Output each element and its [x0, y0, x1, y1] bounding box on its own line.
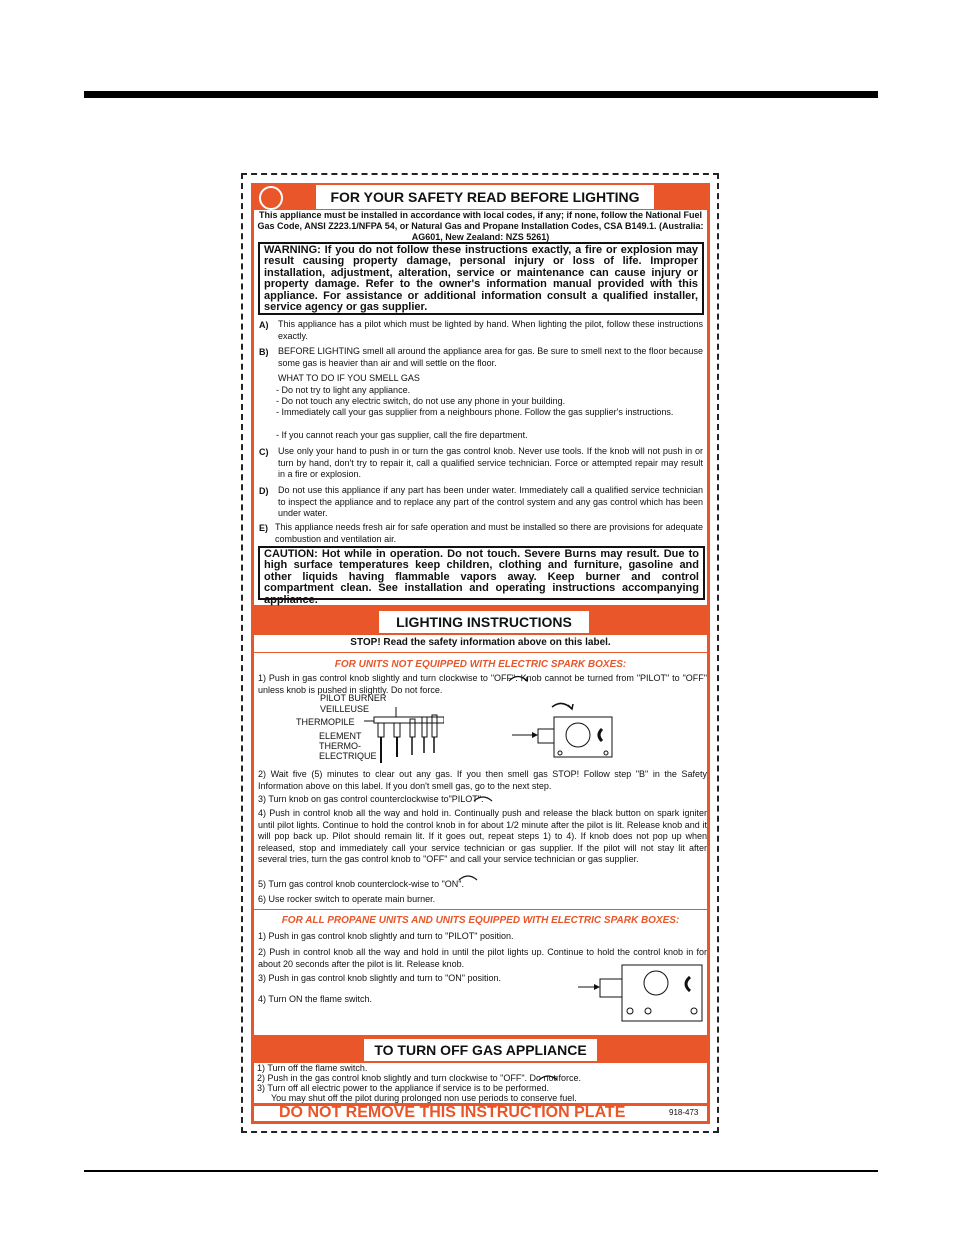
- turnoff-panel: [254, 1063, 707, 1103]
- gas-control-valve-diagram: [510, 695, 620, 765]
- label-pilot-burner: PILOT BURNER: [320, 693, 387, 703]
- step-b4: 4) Turn ON the flame switch.: [258, 994, 373, 1004]
- smell-item: - Immediately call your gas supplier from a neighbours phone. Follow the gas supplier's instructions.: [276, 407, 674, 417]
- do-not-remove-notice: DO NOT REMOVE THIS INSTRUCTION PLATE: [279, 1104, 626, 1121]
- step-2: 2) Wait five (5) minutes to clear out any gas. If you then smell gas STOP! Follow step "B" in the Safety Information above on this label. If you don't smell gas, go to the next step.: [258, 769, 707, 791]
- label-thermopile: THERMOPILE: [296, 717, 355, 727]
- item-c-text: Use only your hand to push in or turn the gas control knob. Never use tools. If the knob will not push in or turn by hand, don't try to repair it, call a qualified service technician. Force or attempted repair may result in a fire or explosion.: [278, 446, 703, 479]
- pilot-burner-diagram: [364, 697, 444, 765]
- safety-title: FOR YOUR SAFETY READ BEFORE LIGHTING: [316, 185, 654, 209]
- part-number: 918-473: [669, 1108, 699, 1117]
- stop-notice: STOP! Read the safety information above on this label.: [350, 637, 611, 648]
- lighting-title: LIGHTING INSTRUCTIONS: [379, 611, 589, 633]
- step-b1: 1) Push in gas control knob slightly and turn to "PILOT" position.: [258, 931, 514, 941]
- safety-panel: [254, 210, 707, 605]
- item-d-text: Do not use this appliance if any part has been under water. Immediately call a qualified service technician to inspect the appliance and to replace any part of the control system and any gas control which has been under water.: [278, 485, 703, 518]
- clockwise-arrow-icon: [507, 672, 529, 682]
- footer-rule: [84, 1170, 878, 1172]
- label-electrique: ELECTRIQUE: [319, 751, 377, 761]
- divider: [254, 909, 707, 910]
- clockwise-arrow-icon: [537, 1073, 559, 1081]
- instruction-plate: [241, 173, 719, 1133]
- item-e-text: This appliance needs fresh air for safe operation and must be installed so there are provisions for adequate combustion and ventilation air.: [275, 522, 703, 544]
- warning-box: WARNING: If you do not follow these instructions exactly, a fire or explosion may result causing property damage, personal injury or loss of life. Improper installation, adjustment, alteration, service or maintenance can cause injury or property damage. Refer to the owner's information manual provided with this appliance. For assistance or additional information consult a qualified installer, service agency or gas supplier.: [258, 242, 704, 315]
- gas-control-valve-diagram: [578, 961, 706, 1031]
- smell-item: - If you cannot reach your gas supplier, call the fire department.: [276, 430, 528, 440]
- item-a-text: This appliance has a pilot which must be lighted by hand. When lighting the pilot, follow these instructions exactly.: [278, 319, 703, 341]
- turnoff-step: 1) Turn off the flame switch.: [257, 1063, 368, 1073]
- label-veilleuse: VEILLEUSE: [320, 704, 370, 714]
- step-b3: 3) Push in gas control knob slightly and turn to "ON" position.: [258, 973, 502, 983]
- turnoff-step: 2) Push in the gas control knob slightly and turn clockwise to "OFF". Do not force.: [257, 1073, 582, 1083]
- caution-box: CAUTION: Hot while in operation. Do not touch. Severe Burns may result. Due to high surface temperatures keep children, clothing and furniture, gasoline and other liquids having flammable vapors away. Keep burner and control compartment clean. See installation and operating instructions accompanying appliance.: [258, 546, 705, 600]
- item-d-label: D): [259, 486, 269, 496]
- turnoff-step: You may shut off the pilot during prolonged non use periods to conserve fuel.: [271, 1093, 577, 1103]
- item-a-label: A): [259, 320, 269, 330]
- smell-item: - Do not try to light any appliance.: [276, 385, 411, 395]
- lighting-panel: [254, 635, 707, 1035]
- step-6: 6) Use rocker switch to operate main burner.: [258, 894, 436, 904]
- step-4: 4) Push in control knob all the way and hold in. Continually push and release the black button on spark igniter until pilot lights. Continue to hold the control knob in for about 1/2 minute after the pilot is lit. Release knob and it will pop back up. Pilot should remain lit. If it goes out, repeat steps 1) to 4). If knob does not pop up when released, stop and immediately call your service technician or gas supplier. If the pilot will not stay lit after several tries, turn the gas control knob to "OFF" and call your service technician or gas supplier.: [258, 808, 707, 864]
- step-3: 3) Turn knob on gas control counterclockwise to"PILOT".: [258, 794, 484, 804]
- counterclockwise-arrow-icon: [472, 794, 494, 802]
- item-c-label: C): [259, 447, 269, 457]
- label-element: ELEMENT: [319, 731, 362, 741]
- item-b-label: B): [259, 347, 269, 357]
- header-rule: [84, 91, 878, 98]
- subheading-no-spark: FOR UNITS NOT EQUIPPED WITH ELECTRIC SPARK BOXES:: [334, 659, 627, 670]
- item-b-text: BEFORE LIGHTING smell all around the appliance area for gas. Be sure to smell next to the floor because some gas is heavier than air and will settle on the floor.: [278, 346, 703, 368]
- step-b2: 2) Push in control knob all the way and hold in until the pilot lights up. Continue to hold the control knob in for about 20 seconds after the pilot is lit. Release knob.: [258, 947, 707, 969]
- step-1: 1) Push in gas control knob slightly and turn clockwise to "OFF". Knob cannot be turned from "PILOT" to "OFF" unless knob is pushed in slightly. Do not force.: [258, 673, 707, 695]
- turnoff-step: 3) Turn off all electric power to the appliance if service is to be performed.: [257, 1083, 549, 1093]
- smell-item: - Do not touch any electric switch, do not use any phone in your building.: [276, 396, 566, 406]
- subheading-spark: FOR ALL PROPANE UNITS AND UNITS EQUIPPED WITH ELECTRIC SPARK BOXES:: [281, 915, 680, 926]
- safety-intro: This appliance must be installed in accordance with local codes, if any; if none, follow the National Fuel Gas Code, ANSI Z223.1/NFPA 54, or Natural Gas and Propane Installation Codes, CSA B149.1. (Australia: AG601, New Zealand: NZS 5261): [257, 210, 704, 242]
- turnoff-title: TO TURN OFF GAS APPLIANCE: [364, 1039, 597, 1061]
- item-e-label: E): [259, 523, 268, 533]
- divider: [254, 652, 707, 653]
- counterclockwise-arrow-icon: [457, 873, 479, 881]
- smell-heading: WHAT TO DO IF YOU SMELL GAS: [278, 373, 420, 383]
- step-5: 5) Turn gas control knob counterclock-wise to "ON".: [258, 879, 464, 889]
- warning-circle-icon: [259, 186, 283, 210]
- label-thermo: THERMO-: [319, 741, 361, 751]
- plate-frame: [251, 183, 710, 1124]
